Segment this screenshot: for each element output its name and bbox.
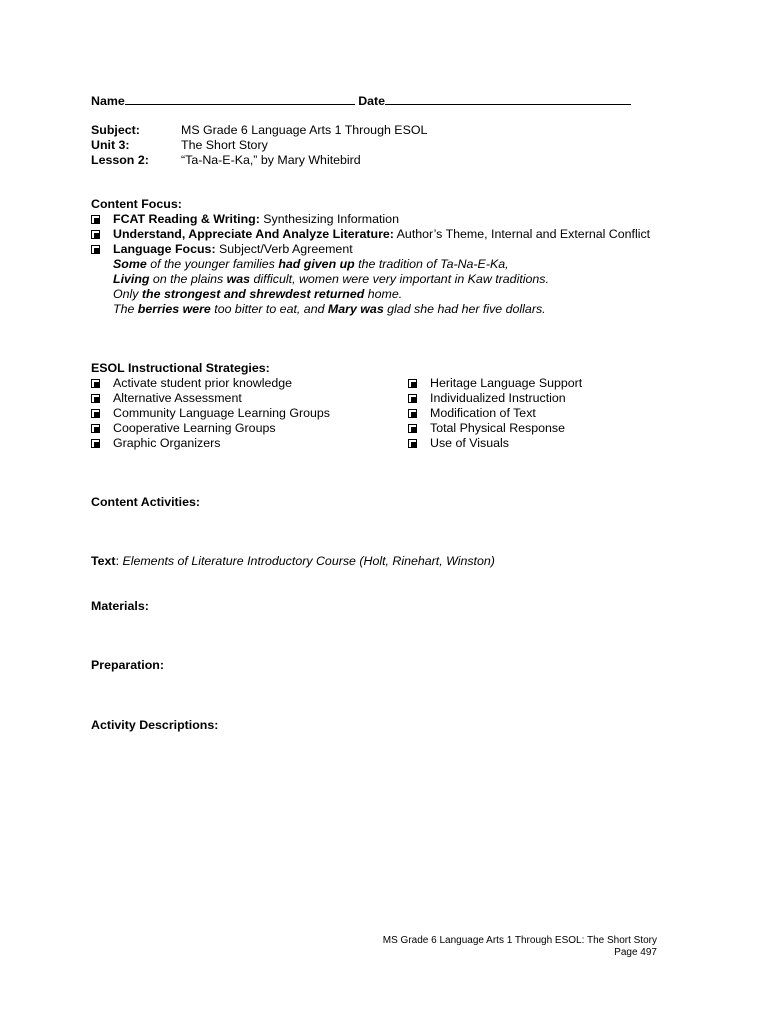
example-sentence-1: [113, 257, 509, 272]
checkbox-icon: [408, 379, 417, 388]
footer-page-number: Page 497: [614, 947, 657, 958]
esol-right-item: Heritage Language Support: [430, 376, 583, 390]
verb-word: was: [226, 272, 251, 286]
checkbox-icon: [408, 394, 417, 403]
checkbox-icon: [91, 409, 100, 418]
focus-item-language: [113, 242, 353, 257]
sentence-text: difficult, women were very important in Kaw traditions.: [250, 272, 549, 286]
unit-value: The Short Story: [181, 138, 268, 152]
content-activities-heading: Content Activities:: [91, 495, 200, 509]
checkbox-icon: [91, 230, 100, 239]
sentence-text: on the plains: [149, 272, 227, 286]
focus-item-text: Author’s Theme, Internal and External Conflict: [393, 227, 651, 241]
text-label: Text: [91, 554, 116, 568]
checkbox-icon: [91, 424, 100, 433]
checkbox-icon: [91, 215, 100, 224]
sentence-text: Only: [113, 287, 142, 301]
materials-heading: Materials:: [91, 599, 149, 613]
text-line: [91, 554, 495, 569]
name-blank: [125, 93, 355, 105]
sentence-text: of the younger families: [146, 257, 279, 271]
checkbox-icon: [91, 245, 100, 254]
focus-item-bold: FCAT Reading & Writing:: [113, 212, 260, 226]
date-blank: [385, 93, 631, 105]
checkbox-icon: [91, 394, 100, 403]
unit-label: Unit 3:: [91, 138, 130, 152]
example-sentence-2: [113, 272, 549, 287]
subject-word: Some: [113, 257, 147, 271]
esol-right-item: Total Physical Response: [430, 421, 565, 435]
focus-item-text: Subject/Verb Agreement: [215, 242, 353, 256]
checkbox-icon: [408, 424, 417, 433]
subject-verb-words: Mary was: [327, 302, 384, 316]
esol-left-item: Activate student prior knowledge: [113, 376, 293, 390]
activity-descriptions-heading: Activity Descriptions:: [91, 718, 219, 732]
sentence-text: too bitter to eat, and: [210, 302, 328, 316]
lesson-label: Lesson 2:: [91, 153, 149, 167]
sentence-text: home.: [364, 287, 403, 301]
esol-right-item: Individualized Instruction: [430, 391, 566, 405]
example-sentence-3: [113, 287, 402, 302]
esol-right-item: Modification of Text: [430, 406, 536, 420]
sentence-text: glad she had her five dollars.: [383, 302, 546, 316]
example-sentence-4: [113, 302, 546, 317]
subject-word: Living: [113, 272, 150, 286]
esol-left-item: Cooperative Learning Groups: [113, 421, 276, 435]
esol-right-item: Use of Visuals: [430, 436, 509, 450]
sentence-text: the tradition of Ta-Na-E-Ka,: [354, 257, 509, 271]
checkbox-icon: [91, 379, 100, 388]
preparation-heading: Preparation:: [91, 658, 164, 672]
date-label: Date: [358, 94, 386, 108]
esol-left-item: Alternative Assessment: [113, 391, 242, 405]
name-label: Name: [91, 94, 125, 108]
text-colon: :: [115, 554, 123, 568]
checkbox-icon: [91, 439, 100, 448]
text-value: Elements of Literature Introductory Course (Holt, Rinehart, Winston): [122, 554, 495, 568]
footer-title: MS Grade 6 Language Arts 1 Through ESOL: The Short Story: [382, 935, 657, 946]
name-date-line: [91, 93, 631, 109]
content-focus-heading: Content Focus:: [91, 197, 182, 211]
lesson-value: “Ta-Na-E-Ka,” by Mary Whitebird: [181, 153, 361, 167]
focus-item-bold: Language Focus:: [113, 242, 216, 256]
verb-word: had given up: [278, 257, 355, 271]
focus-item-fcat: [113, 212, 399, 227]
checkbox-icon: [408, 439, 417, 448]
focus-item-bold: Understand, Appreciate And Analyze Literature:: [113, 227, 394, 241]
focus-item-literature: [113, 227, 650, 242]
focus-item-text: Synthesizing Information: [259, 212, 399, 226]
esol-left-item: Community Language Learning Groups: [113, 406, 330, 420]
subject-value: MS Grade 6 Language Arts 1 Through ESOL: [181, 123, 428, 137]
sentence-text: The: [113, 302, 138, 316]
subject-verb-words: the strongest and shrewdest returned: [141, 287, 365, 301]
checkbox-icon: [408, 409, 417, 418]
esol-heading: ESOL Instructional Strategies:: [91, 361, 270, 375]
esol-left-item: Graphic Organizers: [113, 436, 221, 450]
subject-verb-words: berries were: [137, 302, 211, 316]
subject-label: Subject:: [91, 123, 140, 137]
